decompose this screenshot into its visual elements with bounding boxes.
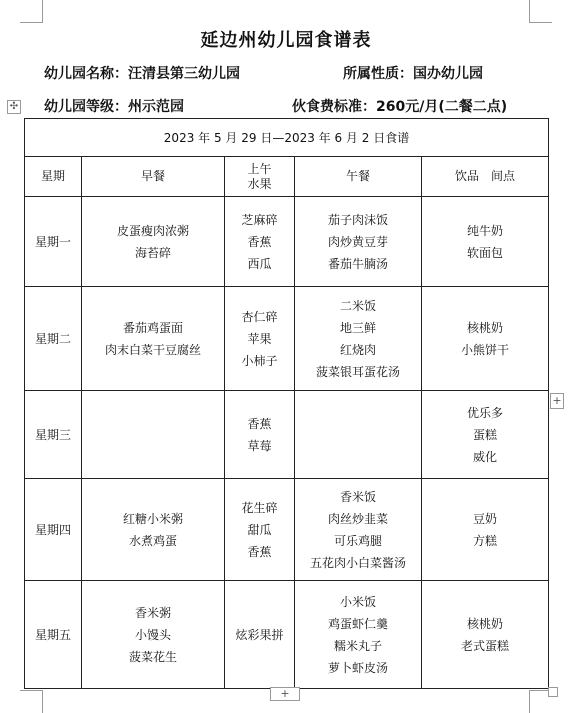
menu-item: 老式蛋糕 bbox=[460, 638, 509, 653]
add-row-plus-icon[interactable]: + bbox=[550, 393, 564, 409]
menu-item: 豆奶 bbox=[472, 511, 497, 526]
menu-item: 糯米丸子 bbox=[333, 638, 382, 653]
drink-snack-cell bbox=[422, 197, 549, 287]
menu-item: 菠菜银耳蛋花汤 bbox=[315, 364, 400, 379]
menu-item: 番茄牛腩汤 bbox=[327, 256, 388, 271]
menu-item: 核桃奶 bbox=[466, 616, 503, 631]
date-range: 2023 年 5 月 29 日—2023 年 6 月 2 日食谱 bbox=[25, 119, 549, 157]
menu-item: 香蕉 bbox=[247, 416, 272, 431]
header-text: 饮品 间点 bbox=[454, 169, 515, 183]
menu-item: 芝麻碎 bbox=[241, 212, 278, 227]
lunch-cell bbox=[295, 581, 422, 689]
weekday-cell: 星期一 bbox=[25, 197, 82, 287]
menu-item: 海苔碎 bbox=[134, 245, 171, 260]
morning-fruit-cell bbox=[225, 287, 295, 391]
menu-item: 水煮鸡蛋 bbox=[128, 533, 177, 548]
morning-fruit-cell bbox=[225, 197, 295, 287]
breakfast-cell bbox=[82, 287, 225, 391]
breakfast-cell bbox=[82, 479, 225, 581]
meal-fee-standard bbox=[292, 96, 507, 116]
menu-item: 皮蛋瘦肉浓粥 bbox=[116, 223, 189, 238]
menu-item: 小馒头 bbox=[134, 627, 171, 642]
header-breakfast bbox=[82, 157, 225, 197]
menu-item: 杏仁碎 bbox=[241, 309, 278, 324]
menu-item: 香蕉 bbox=[247, 544, 272, 559]
menu-item: 番茄鸡蛋面 bbox=[122, 320, 183, 335]
breakfast-cell bbox=[82, 197, 225, 287]
menu-item: 小熊饼干 bbox=[460, 342, 509, 357]
menu-item: 蛋糕 bbox=[472, 427, 497, 442]
menu-item: 香米粥 bbox=[134, 605, 171, 620]
header-text: 午餐 bbox=[345, 169, 370, 183]
menu-item: 甜瓜 bbox=[247, 522, 272, 537]
table-row bbox=[25, 581, 549, 689]
table-move-handle-icon[interactable]: ✣ bbox=[7, 100, 21, 114]
menu-item: 鸡蛋虾仁羹 bbox=[327, 616, 388, 631]
menu-item: 方糕 bbox=[472, 533, 497, 548]
menu-item: 花生碎 bbox=[241, 500, 278, 515]
lunch-cell bbox=[295, 479, 422, 581]
menu-item: 茄子肉沫饭 bbox=[327, 212, 388, 227]
drink-snack-cell bbox=[422, 287, 549, 391]
meal-fee-value: 260元/月(二餐二点) bbox=[376, 99, 508, 115]
page-corner-mark-top-right bbox=[529, 0, 552, 23]
menu-item: 纯牛奶 bbox=[466, 223, 503, 238]
kindergarten-nature bbox=[343, 63, 483, 83]
lunch-cell bbox=[295, 391, 422, 479]
kindergarten-nature-value: 国办幼儿园 bbox=[413, 66, 483, 82]
breakfast-cell bbox=[82, 391, 225, 479]
header-text: 上午 bbox=[247, 161, 272, 176]
menu-item: 肉末白菜干豆腐丝 bbox=[104, 342, 201, 357]
page-title: 延边州幼儿园食谱表 bbox=[200, 30, 372, 51]
weekday-cell: 星期五 bbox=[25, 581, 82, 689]
morning-fruit-cell bbox=[225, 479, 295, 581]
menu-table bbox=[24, 118, 549, 689]
weekday-cell: 星期三 bbox=[25, 391, 82, 479]
kindergarten-nature-label: 所属性质： bbox=[343, 66, 413, 82]
table-row bbox=[25, 197, 549, 287]
drink-snack-cell bbox=[422, 479, 549, 581]
header-text: 星期 bbox=[40, 169, 65, 183]
breakfast-cell bbox=[82, 581, 225, 689]
add-column-plus-icon[interactable]: + bbox=[270, 687, 300, 701]
morning-fruit-cell bbox=[225, 581, 295, 689]
menu-item: 地三鲜 bbox=[339, 320, 376, 335]
kindergarten-name bbox=[44, 63, 240, 83]
menu-item: 小柿子 bbox=[241, 353, 278, 368]
weekday-cell: 星期二 bbox=[25, 287, 82, 391]
lunch-cell bbox=[295, 197, 422, 287]
header-text: 水果 bbox=[247, 176, 272, 191]
header-lunch bbox=[295, 157, 422, 197]
menu-item: 西瓜 bbox=[247, 256, 272, 271]
menu-item: 香米饭 bbox=[339, 489, 376, 504]
table-row bbox=[25, 479, 549, 581]
menu-item: 软面包 bbox=[466, 245, 503, 260]
page-corner-mark-bottom-left bbox=[20, 690, 43, 713]
drink-snack-cell bbox=[422, 581, 549, 689]
menu-item: 红糖小米粥 bbox=[122, 511, 183, 526]
header-drink-snack bbox=[422, 157, 549, 197]
menu-item: 炫彩果拼 bbox=[235, 627, 284, 642]
menu-item: 菠菜花生 bbox=[128, 649, 177, 664]
menu-item: 草莓 bbox=[247, 438, 272, 453]
menu-item: 五花肉小白菜酱汤 bbox=[309, 555, 406, 570]
menu-item: 核桃奶 bbox=[466, 320, 503, 335]
meal-fee-label: 伙食费标准： bbox=[292, 99, 376, 115]
header-morning-fruit bbox=[225, 157, 295, 197]
kindergarten-name-label: 幼儿园名称： bbox=[44, 66, 128, 82]
menu-item: 苹果 bbox=[247, 331, 272, 346]
menu-item: 小米饭 bbox=[339, 594, 376, 609]
menu-item: 优乐多 bbox=[466, 405, 503, 420]
menu-item: 可乐鸡腿 bbox=[333, 533, 382, 548]
weekday-cell: 星期四 bbox=[25, 479, 82, 581]
menu-item: 肉炒黄豆芽 bbox=[327, 234, 388, 249]
drink-snack-cell bbox=[422, 391, 549, 479]
table-row bbox=[25, 391, 549, 479]
menu-item: 萝卜虾皮汤 bbox=[327, 660, 388, 675]
header-text: 早餐 bbox=[140, 169, 165, 183]
kindergarten-level bbox=[44, 96, 184, 116]
page-corner-mark-top-left bbox=[20, 0, 43, 23]
kindergarten-level-label: 幼儿园等级： bbox=[44, 99, 128, 115]
kindergarten-name-value: 汪清县第三幼儿园 bbox=[128, 66, 240, 82]
menu-item: 肉丝炒韭菜 bbox=[327, 511, 388, 526]
table-resize-handle[interactable] bbox=[548, 687, 558, 697]
menu-item: 红烧肉 bbox=[339, 342, 376, 357]
menu-item: 二米饭 bbox=[339, 298, 376, 313]
morning-fruit-cell bbox=[225, 391, 295, 479]
kindergarten-level-value: 州示范园 bbox=[128, 99, 184, 115]
lunch-cell bbox=[295, 287, 422, 391]
table-row bbox=[25, 287, 549, 391]
menu-item: 香蕉 bbox=[247, 234, 272, 249]
menu-item: 威化 bbox=[472, 449, 497, 464]
header-weekday bbox=[25, 157, 82, 197]
